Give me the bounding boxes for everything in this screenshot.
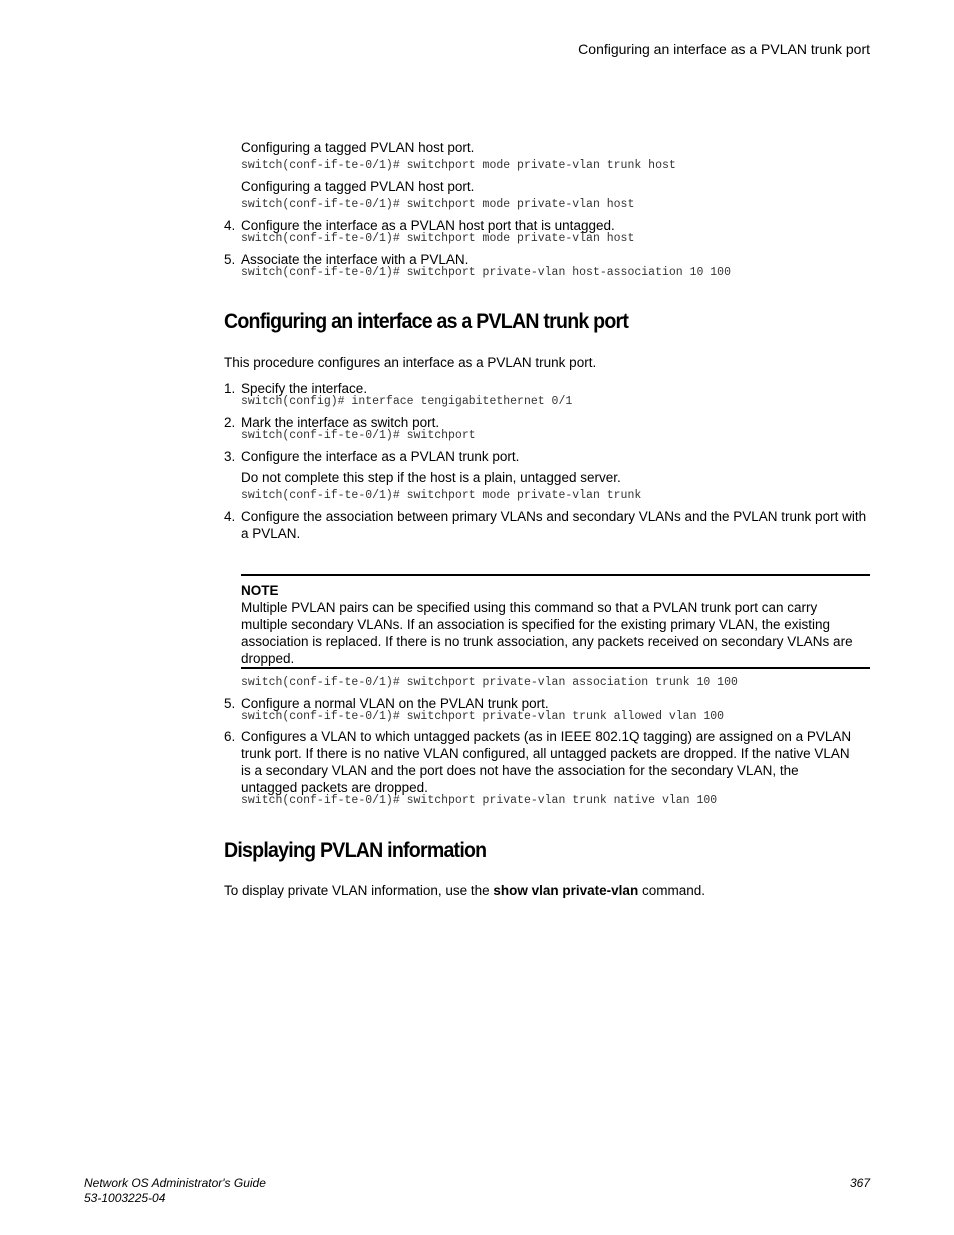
code-line: switch(conf-if-te-0/1)# switchport mode private-vlan host <box>241 198 635 211</box>
code-line: switch(conf-if-te-0/1)# switchport mode private-vlan trunk <box>241 489 642 502</box>
step-text: Mark the interface as switch port. <box>241 415 440 430</box>
note-top-rule <box>241 574 870 576</box>
code-line: switch(conf-if-te-0/1)# switchport private-vlan association trunk 10 100 <box>241 676 738 689</box>
step-text: Configure the interface as a PVLAN trunk port. <box>241 449 520 464</box>
note-text: Multiple PVLAN pairs can be specified using this command so that a PVLAN trunk port can carry multiple secondary VLANs. If an association is specified for the existing primary VLAN, the existing association is replaced. If there is no trunk association, any packets received on secondary VLANs are dropped. <box>241 600 853 666</box>
code-line: switch(config)# interface tengigabitethernet 0/1 <box>241 395 573 408</box>
code-line: switch(conf-if-te-0/1)# switchport private-vlan trunk allowed vlan 100 <box>241 710 725 723</box>
section-heading: Configuring an interface as a PVLAN trunk port <box>224 310 629 333</box>
note-bottom-rule <box>241 667 870 669</box>
note-label: NOTE <box>241 583 279 598</box>
running-header: Configuring an interface as a PVLAN trunk port <box>578 41 870 57</box>
paragraph: Configuring a tagged PVLAN host port. <box>241 140 475 155</box>
step-number: 1. <box>224 381 236 396</box>
code-line: switch(conf-if-te-0/1)# switchport <box>241 429 476 442</box>
paragraph-text: command. <box>638 883 705 898</box>
step-number: 5. <box>224 252 236 267</box>
step-note: Do not complete this step if the host is a plain, untagged server. <box>241 470 621 485</box>
code-line: switch(conf-if-te-0/1)# switchport private-vlan host-association 10 100 <box>241 266 731 279</box>
section-paragraph <box>224 882 705 899</box>
step-text: Configure the association between primary VLANs and secondary VLANs and the PVLAN trunk port with a PVLAN. <box>241 509 867 541</box>
code-line: switch(conf-if-te-0/1)# switchport private-vlan trunk native vlan 100 <box>241 794 718 807</box>
command-name: show vlan private-vlan <box>493 883 639 898</box>
paragraph: Configuring a tagged PVLAN host port. <box>241 179 475 194</box>
step-text: Configures a VLAN to which untagged packets (as in IEEE 802.1Q tagging) are assigned on a PVLAN trunk port. If there is no native VLAN configured, all untagged packets are dropped. If the native VLAN is a secondary VLAN and the port does not have the association for the secondary VLAN, the untagged packets are dropped. <box>241 729 852 795</box>
step-number: 3. <box>224 449 236 464</box>
footer-guide-title: Network OS Administrator's Guide <box>84 1176 266 1190</box>
step-number: 2. <box>224 415 236 430</box>
step-number: 6. <box>224 729 236 744</box>
code-line: switch(conf-if-te-0/1)# switchport mode private-vlan trunk host <box>241 159 676 172</box>
footer-page-number: 367 <box>849 1176 870 1190</box>
step-number: 4. <box>224 218 236 233</box>
step-text: Configure a normal VLAN on the PVLAN trunk port. <box>241 696 549 711</box>
step-text: Specify the interface. <box>241 381 368 396</box>
code-line: switch(conf-if-te-0/1)# switchport mode private-vlan host <box>241 232 635 245</box>
step-text: Associate the interface with a PVLAN. <box>241 252 469 267</box>
section-heading: Displaying PVLAN information <box>224 839 487 862</box>
step-text: Configure the interface as a PVLAN host port that is untagged. <box>241 218 615 233</box>
step-number: 4. <box>224 509 236 524</box>
footer-doc-number: 53-1003225-04 <box>84 1191 166 1205</box>
paragraph-text: To display private VLAN information, use the <box>224 883 494 898</box>
step-number: 5. <box>224 696 236 711</box>
section-intro: This procedure configures an interface as a PVLAN trunk port. <box>224 355 597 370</box>
